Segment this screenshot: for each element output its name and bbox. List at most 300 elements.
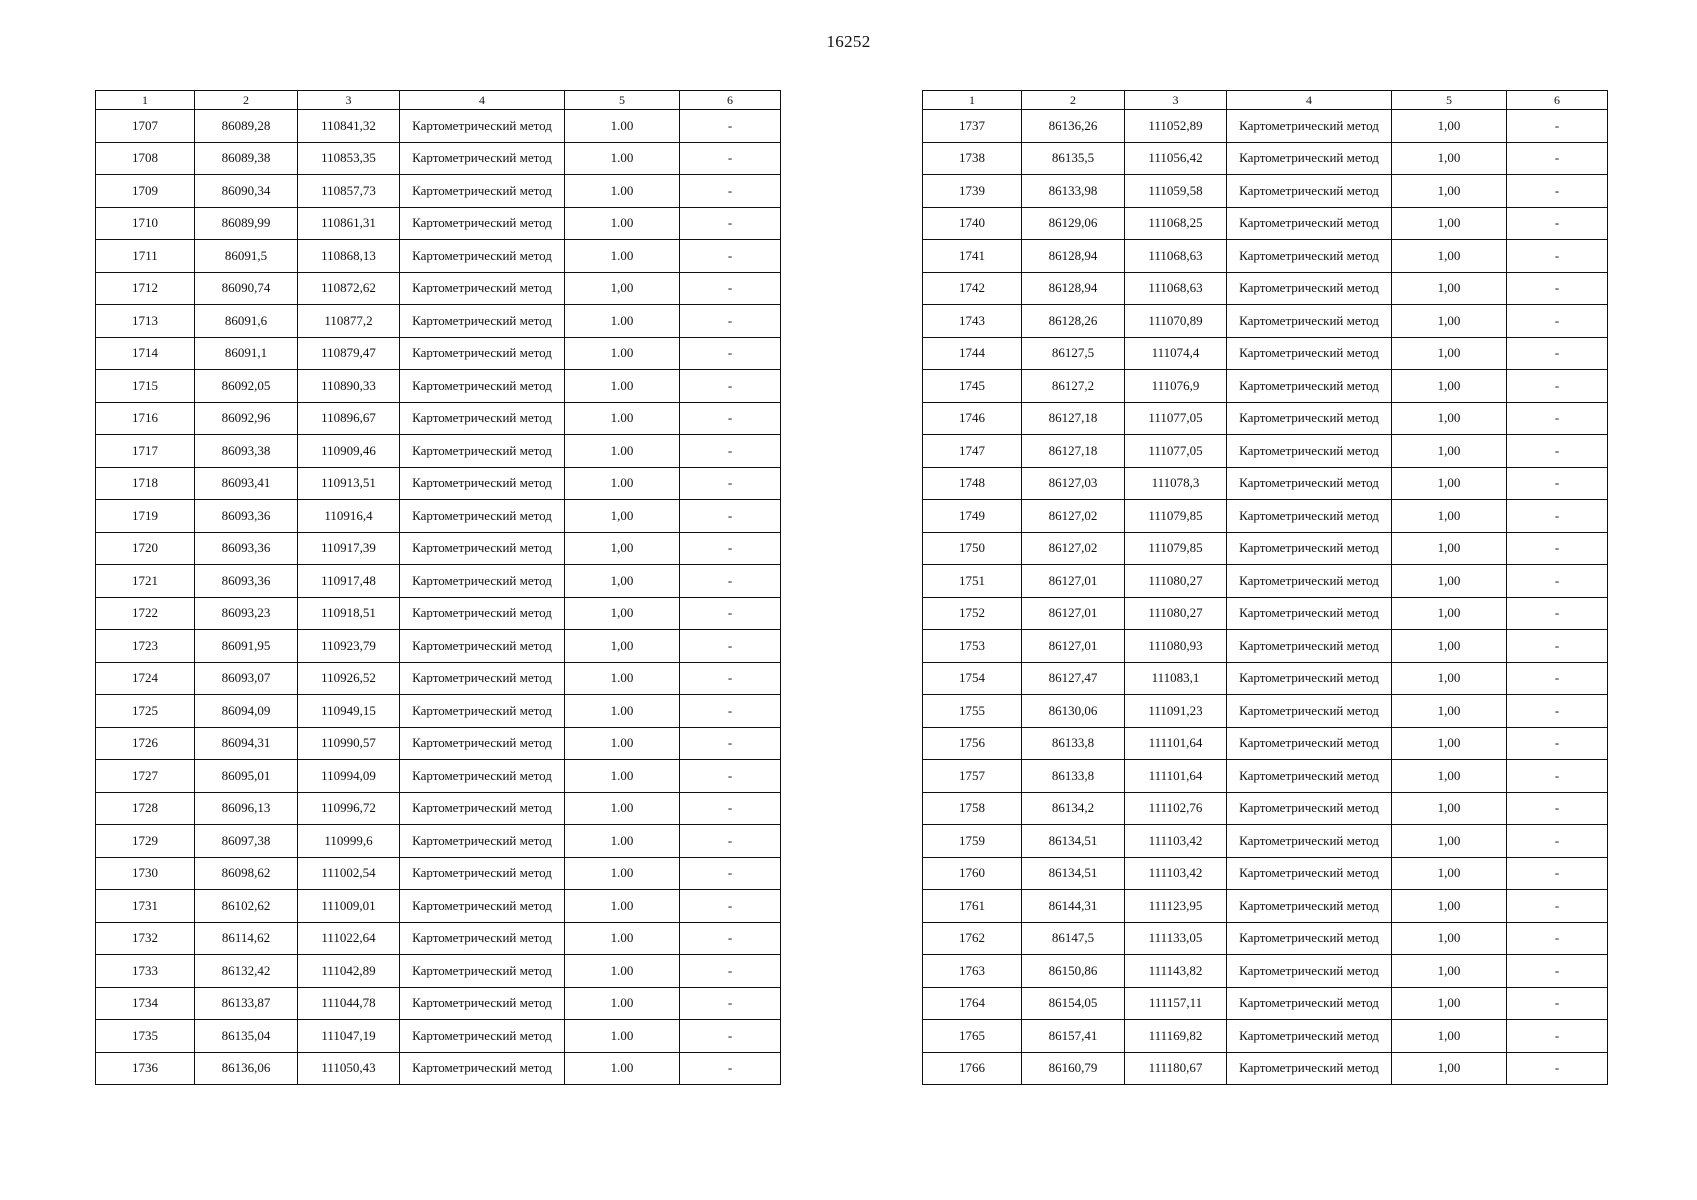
x-coordinate-cell: 86091,1: [195, 337, 298, 370]
table-row: [923, 142, 1608, 175]
accuracy-cell: 1,00: [1392, 825, 1507, 858]
x-coordinate-cell: 86130,06: [1022, 695, 1125, 728]
x-coordinate-cell: 86091,95: [195, 630, 298, 663]
table-row: [96, 597, 781, 630]
note-cell: -: [680, 857, 781, 890]
accuracy-cell: 1.00: [565, 305, 680, 338]
accuracy-cell: 1,00: [1392, 272, 1507, 305]
point-number-cell: 1735: [96, 1020, 195, 1053]
x-coordinate-cell: 86093,36: [195, 565, 298, 598]
x-coordinate-cell: 86093,38: [195, 435, 298, 468]
x-coordinate-cell: 86134,51: [1022, 857, 1125, 890]
point-number-cell: 1758: [923, 792, 1022, 825]
method-cell: Картометрический метод: [1227, 890, 1392, 923]
point-number-cell: 1743: [923, 305, 1022, 338]
method-cell: Картометрический метод: [400, 922, 565, 955]
method-cell: Картометрический метод: [400, 272, 565, 305]
accuracy-cell: 1,00: [1392, 987, 1507, 1020]
x-coordinate-cell: 86127,5: [1022, 337, 1125, 370]
point-number-cell: 1766: [923, 1052, 1022, 1085]
point-number-cell: 1747: [923, 435, 1022, 468]
y-coordinate-cell: 111009,01: [298, 890, 400, 923]
note-cell: -: [680, 532, 781, 565]
y-coordinate-cell: 111102,76: [1125, 792, 1227, 825]
table-row: [923, 272, 1608, 305]
column-header-6: 6: [1507, 91, 1608, 110]
x-coordinate-cell: 86091,6: [195, 305, 298, 338]
point-number-cell: 1727: [96, 760, 195, 793]
x-coordinate-cell: 86127,01: [1022, 565, 1125, 598]
point-number-cell: 1751: [923, 565, 1022, 598]
x-coordinate-cell: 86097,38: [195, 825, 298, 858]
method-cell: Картометрический метод: [1227, 500, 1392, 533]
method-cell: Картометрический метод: [400, 597, 565, 630]
accuracy-cell: 1,00: [1392, 955, 1507, 988]
accuracy-cell: 1.00: [565, 175, 680, 208]
y-coordinate-cell: 111079,85: [1125, 532, 1227, 565]
table-row: [923, 890, 1608, 923]
point-number-cell: 1736: [96, 1052, 195, 1085]
y-coordinate-cell: 111047,19: [298, 1020, 400, 1053]
point-number-cell: 1742: [923, 272, 1022, 305]
x-coordinate-cell: 86127,18: [1022, 402, 1125, 435]
point-number-cell: 1709: [96, 175, 195, 208]
note-cell: -: [1507, 825, 1608, 858]
x-coordinate-cell: 86144,31: [1022, 890, 1125, 923]
x-coordinate-cell: 86136,26: [1022, 110, 1125, 143]
table-row: [923, 987, 1608, 1020]
column-header-2: 2: [1022, 91, 1125, 110]
note-cell: -: [680, 175, 781, 208]
point-number-cell: 1715: [96, 370, 195, 403]
table-row: [96, 500, 781, 533]
method-cell: Картометрический метод: [1227, 402, 1392, 435]
table-row: [923, 760, 1608, 793]
method-cell: Картометрический метод: [400, 565, 565, 598]
x-coordinate-cell: 86160,79: [1022, 1052, 1125, 1085]
y-coordinate-cell: 111070,89: [1125, 305, 1227, 338]
y-coordinate-cell: 110918,51: [298, 597, 400, 630]
method-cell: Картометрический метод: [400, 695, 565, 728]
x-coordinate-cell: 86127,02: [1022, 532, 1125, 565]
column-header-1: 1: [96, 91, 195, 110]
table-row: [923, 792, 1608, 825]
note-cell: -: [1507, 1020, 1608, 1053]
table-body: [923, 110, 1608, 1085]
y-coordinate-cell: 111103,42: [1125, 825, 1227, 858]
y-coordinate-cell: 110917,48: [298, 565, 400, 598]
accuracy-cell: 1,00: [1392, 565, 1507, 598]
table-row: [96, 955, 781, 988]
table-body: [96, 110, 781, 1085]
y-coordinate-cell: 110923,79: [298, 630, 400, 663]
method-cell: Картометрический метод: [400, 792, 565, 825]
y-coordinate-cell: 110990,57: [298, 727, 400, 760]
point-number-cell: 1738: [923, 142, 1022, 175]
point-number-cell: 1765: [923, 1020, 1022, 1053]
y-coordinate-cell: 111143,82: [1125, 955, 1227, 988]
x-coordinate-cell: 86133,8: [1022, 727, 1125, 760]
point-number-cell: 1707: [96, 110, 195, 143]
point-number-cell: 1720: [96, 532, 195, 565]
accuracy-cell: 1.00: [565, 337, 680, 370]
table-row: [923, 370, 1608, 403]
method-cell: Картометрический метод: [400, 435, 565, 468]
note-cell: -: [680, 435, 781, 468]
point-number-cell: 1729: [96, 825, 195, 858]
x-coordinate-cell: 86089,99: [195, 207, 298, 240]
point-number-cell: 1748: [923, 467, 1022, 500]
table-row: [96, 987, 781, 1020]
x-coordinate-cell: 86150,86: [1022, 955, 1125, 988]
y-coordinate-cell: 111002,54: [298, 857, 400, 890]
table-row: [923, 337, 1608, 370]
x-coordinate-cell: 86127,18: [1022, 435, 1125, 468]
y-coordinate-cell: 111022,64: [298, 922, 400, 955]
point-number-cell: 1719: [96, 500, 195, 533]
point-number-cell: 1708: [96, 142, 195, 175]
table-row: [96, 207, 781, 240]
point-number-cell: 1741: [923, 240, 1022, 273]
note-cell: -: [1507, 565, 1608, 598]
method-cell: Картометрический метод: [400, 305, 565, 338]
method-cell: Картометрический метод: [400, 402, 565, 435]
point-number-cell: 1745: [923, 370, 1022, 403]
x-coordinate-cell: 86128,94: [1022, 240, 1125, 273]
y-coordinate-cell: 111056,42: [1125, 142, 1227, 175]
y-coordinate-cell: 110872,62: [298, 272, 400, 305]
accuracy-cell: 1,00: [1392, 727, 1507, 760]
note-cell: -: [680, 272, 781, 305]
x-coordinate-cell: 86132,42: [195, 955, 298, 988]
y-coordinate-cell: 111068,25: [1125, 207, 1227, 240]
y-coordinate-cell: 111077,05: [1125, 402, 1227, 435]
point-number-cell: 1755: [923, 695, 1022, 728]
x-coordinate-cell: 86102,62: [195, 890, 298, 923]
x-coordinate-cell: 86096,13: [195, 792, 298, 825]
x-coordinate-cell: 86090,34: [195, 175, 298, 208]
accuracy-cell: 1.00: [565, 435, 680, 468]
point-number-cell: 1759: [923, 825, 1022, 858]
y-coordinate-cell: 110890,33: [298, 370, 400, 403]
point-number-cell: 1750: [923, 532, 1022, 565]
method-cell: Картометрический метод: [1227, 922, 1392, 955]
point-number-cell: 1760: [923, 857, 1022, 890]
table-row: [96, 760, 781, 793]
point-number-cell: 1752: [923, 597, 1022, 630]
table-row: [923, 955, 1608, 988]
accuracy-cell: 1.00: [565, 1052, 680, 1085]
page-number: 16252: [826, 32, 871, 51]
point-number-cell: 1730: [96, 857, 195, 890]
table-row: [96, 240, 781, 273]
method-cell: Картометрический метод: [1227, 565, 1392, 598]
method-cell: Картометрический метод: [400, 337, 565, 370]
method-cell: Картометрический метод: [1227, 110, 1392, 143]
point-number-cell: 1764: [923, 987, 1022, 1020]
table-row: [923, 305, 1608, 338]
x-coordinate-cell: 86136,06: [195, 1052, 298, 1085]
y-coordinate-cell: 111157,11: [1125, 987, 1227, 1020]
point-number-cell: 1723: [96, 630, 195, 663]
x-coordinate-cell: 86090,74: [195, 272, 298, 305]
method-cell: Картометрический метод: [400, 825, 565, 858]
y-coordinate-cell: 110994,09: [298, 760, 400, 793]
x-coordinate-cell: 86134,51: [1022, 825, 1125, 858]
accuracy-cell: 1,00: [1392, 110, 1507, 143]
y-coordinate-cell: 110841,32: [298, 110, 400, 143]
x-coordinate-cell: 86127,02: [1022, 500, 1125, 533]
accuracy-cell: 1.00: [565, 402, 680, 435]
point-number-cell: 1728: [96, 792, 195, 825]
column-header-3: 3: [298, 91, 400, 110]
note-cell: -: [1507, 695, 1608, 728]
x-coordinate-cell: 86093,41: [195, 467, 298, 500]
point-number-cell: 1739: [923, 175, 1022, 208]
note-cell: -: [680, 955, 781, 988]
y-coordinate-cell: 111133,05: [1125, 922, 1227, 955]
point-number-cell: 1757: [923, 760, 1022, 793]
table-row: [923, 467, 1608, 500]
table-row: [96, 857, 781, 890]
x-coordinate-cell: 86147,5: [1022, 922, 1125, 955]
x-coordinate-cell: 86093,07: [195, 662, 298, 695]
accuracy-cell: 1.00: [565, 825, 680, 858]
accuracy-cell: 1,00: [1392, 922, 1507, 955]
y-coordinate-cell: 110861,31: [298, 207, 400, 240]
note-cell: -: [1507, 305, 1608, 338]
point-number-cell: 1721: [96, 565, 195, 598]
x-coordinate-cell: 86094,31: [195, 727, 298, 760]
accuracy-cell: 1,00: [1392, 142, 1507, 175]
method-cell: Картометрический метод: [400, 532, 565, 565]
accuracy-cell: 1.00: [565, 890, 680, 923]
table-row: [96, 825, 781, 858]
note-cell: -: [1507, 760, 1608, 793]
table-row: [923, 1052, 1608, 1085]
method-cell: Картометрический метод: [400, 857, 565, 890]
accuracy-cell: 1,00: [565, 565, 680, 598]
point-number-cell: 1716: [96, 402, 195, 435]
note-cell: -: [1507, 500, 1608, 533]
method-cell: Картометрический метод: [400, 370, 565, 403]
note-cell: -: [680, 207, 781, 240]
accuracy-cell: 1.00: [565, 760, 680, 793]
accuracy-cell: 1,00: [1392, 337, 1507, 370]
accuracy-cell: 1.00: [565, 142, 680, 175]
y-coordinate-cell: 110896,67: [298, 402, 400, 435]
column-header-4: 4: [1227, 91, 1392, 110]
table-row: [96, 890, 781, 923]
point-number-cell: 1711: [96, 240, 195, 273]
note-cell: -: [680, 760, 781, 793]
y-coordinate-cell: 111101,64: [1125, 727, 1227, 760]
note-cell: -: [680, 825, 781, 858]
x-coordinate-cell: 86092,96: [195, 402, 298, 435]
note-cell: -: [1507, 922, 1608, 955]
note-cell: -: [680, 922, 781, 955]
point-number-cell: 1718: [96, 467, 195, 500]
note-cell: -: [1507, 142, 1608, 175]
table-row: [923, 1020, 1608, 1053]
note-cell: -: [1507, 792, 1608, 825]
y-coordinate-cell: 111050,43: [298, 1052, 400, 1085]
method-cell: Картометрический метод: [400, 955, 565, 988]
point-number-cell: 1762: [923, 922, 1022, 955]
note-cell: -: [680, 987, 781, 1020]
note-cell: -: [680, 467, 781, 500]
accuracy-cell: 1,00: [565, 500, 680, 533]
method-cell: Картометрический метод: [1227, 630, 1392, 663]
table-row: [96, 792, 781, 825]
accuracy-cell: 1,00: [1392, 760, 1507, 793]
x-coordinate-cell: 86114,62: [195, 922, 298, 955]
accuracy-cell: 1,00: [1392, 890, 1507, 923]
method-cell: Картометрический метод: [1227, 272, 1392, 305]
method-cell: Картометрический метод: [400, 142, 565, 175]
table-row: [96, 370, 781, 403]
accuracy-cell: 1,00: [1392, 1052, 1507, 1085]
note-cell: -: [680, 597, 781, 630]
y-coordinate-cell: 111068,63: [1125, 240, 1227, 273]
accuracy-cell: 1,00: [565, 532, 680, 565]
table-row: [96, 1020, 781, 1053]
method-cell: Картометрический метод: [1227, 695, 1392, 728]
method-cell: Картометрический метод: [400, 1020, 565, 1053]
y-coordinate-cell: 111079,85: [1125, 500, 1227, 533]
point-number-cell: 1746: [923, 402, 1022, 435]
note-cell: -: [680, 792, 781, 825]
note-cell: -: [1507, 402, 1608, 435]
x-coordinate-cell: 86133,87: [195, 987, 298, 1020]
note-cell: -: [1507, 987, 1608, 1020]
accuracy-cell: 1,00: [1392, 792, 1507, 825]
table-row: [96, 922, 781, 955]
note-cell: -: [680, 1020, 781, 1053]
column-header-2: 2: [195, 91, 298, 110]
method-cell: Картометрический метод: [1227, 467, 1392, 500]
x-coordinate-cell: 86128,94: [1022, 272, 1125, 305]
accuracy-cell: 1.00: [565, 662, 680, 695]
note-cell: -: [1507, 110, 1608, 143]
x-coordinate-cell: 86089,28: [195, 110, 298, 143]
note-cell: -: [1507, 727, 1608, 760]
y-coordinate-cell: 111083,1: [1125, 662, 1227, 695]
point-number-cell: 1724: [96, 662, 195, 695]
method-cell: Картометрический метод: [1227, 727, 1392, 760]
table-row: [96, 402, 781, 435]
y-coordinate-cell: 111044,78: [298, 987, 400, 1020]
y-coordinate-cell: 110853,35: [298, 142, 400, 175]
accuracy-cell: 1,00: [1392, 857, 1507, 890]
method-cell: Картометрический метод: [1227, 987, 1392, 1020]
x-coordinate-cell: 86133,8: [1022, 760, 1125, 793]
note-cell: -: [1507, 597, 1608, 630]
accuracy-cell: 1,00: [1392, 370, 1507, 403]
y-coordinate-cell: 111080,27: [1125, 565, 1227, 598]
note-cell: -: [680, 110, 781, 143]
x-coordinate-cell: 86135,04: [195, 1020, 298, 1053]
point-number-cell: 1726: [96, 727, 195, 760]
method-cell: Картометрический метод: [1227, 955, 1392, 988]
x-coordinate-cell: 86093,36: [195, 532, 298, 565]
accuracy-cell: 1,00: [1392, 500, 1507, 533]
note-cell: -: [680, 662, 781, 695]
accuracy-cell: 1.00: [565, 955, 680, 988]
y-coordinate-cell: 111077,05: [1125, 435, 1227, 468]
y-coordinate-cell: 111080,93: [1125, 630, 1227, 663]
accuracy-cell: 1,00: [1392, 175, 1507, 208]
point-number-cell: 1749: [923, 500, 1022, 533]
accuracy-cell: 1.00: [565, 695, 680, 728]
method-cell: Картометрический метод: [1227, 240, 1392, 273]
note-cell: -: [680, 305, 781, 338]
y-coordinate-cell: 111091,23: [1125, 695, 1227, 728]
column-header-5: 5: [1392, 91, 1507, 110]
method-cell: Картометрический метод: [400, 727, 565, 760]
table-row: [96, 565, 781, 598]
accuracy-cell: 1.00: [565, 110, 680, 143]
x-coordinate-cell: 86089,38: [195, 142, 298, 175]
point-number-cell: 1740: [923, 207, 1022, 240]
point-number-cell: 1714: [96, 337, 195, 370]
accuracy-cell: 1,00: [565, 597, 680, 630]
y-coordinate-cell: 110879,47: [298, 337, 400, 370]
accuracy-cell: 1.00: [565, 1020, 680, 1053]
table-row: [96, 532, 781, 565]
point-number-cell: 1717: [96, 435, 195, 468]
method-cell: Картометрический метод: [1227, 825, 1392, 858]
accuracy-cell: 1,00: [1392, 1020, 1507, 1053]
x-coordinate-cell: 86091,5: [195, 240, 298, 273]
note-cell: -: [1507, 435, 1608, 468]
y-coordinate-cell: 111103,42: [1125, 857, 1227, 890]
note-cell: -: [1507, 175, 1608, 208]
x-coordinate-cell: 86094,09: [195, 695, 298, 728]
table-row: [96, 435, 781, 468]
y-coordinate-cell: 111169,82: [1125, 1020, 1227, 1053]
method-cell: Картометрический метод: [400, 760, 565, 793]
y-coordinate-cell: 111068,63: [1125, 272, 1227, 305]
table-row: [923, 500, 1608, 533]
method-cell: Картометрический метод: [400, 630, 565, 663]
table-header-row: [923, 91, 1608, 110]
table-row: [923, 662, 1608, 695]
accuracy-cell: 1.00: [565, 207, 680, 240]
note-cell: -: [680, 630, 781, 663]
point-number-cell: 1761: [923, 890, 1022, 923]
x-coordinate-cell: 86098,62: [195, 857, 298, 890]
x-coordinate-cell: 86157,41: [1022, 1020, 1125, 1053]
method-cell: Картометрический метод: [1227, 337, 1392, 370]
point-number-cell: 1731: [96, 890, 195, 923]
accuracy-cell: 1,00: [1392, 597, 1507, 630]
accuracy-cell: 1.00: [565, 727, 680, 760]
note-cell: -: [680, 370, 781, 403]
point-number-cell: 1744: [923, 337, 1022, 370]
point-number-cell: 1754: [923, 662, 1022, 695]
y-coordinate-cell: 111074,4: [1125, 337, 1227, 370]
column-header-1: 1: [923, 91, 1022, 110]
x-coordinate-cell: 86095,01: [195, 760, 298, 793]
accuracy-cell: 1.00: [565, 857, 680, 890]
note-cell: -: [1507, 207, 1608, 240]
y-coordinate-cell: 110868,13: [298, 240, 400, 273]
note-cell: -: [680, 1052, 781, 1085]
y-coordinate-cell: 110999,6: [298, 825, 400, 858]
note-cell: -: [680, 890, 781, 923]
table-row: [923, 402, 1608, 435]
